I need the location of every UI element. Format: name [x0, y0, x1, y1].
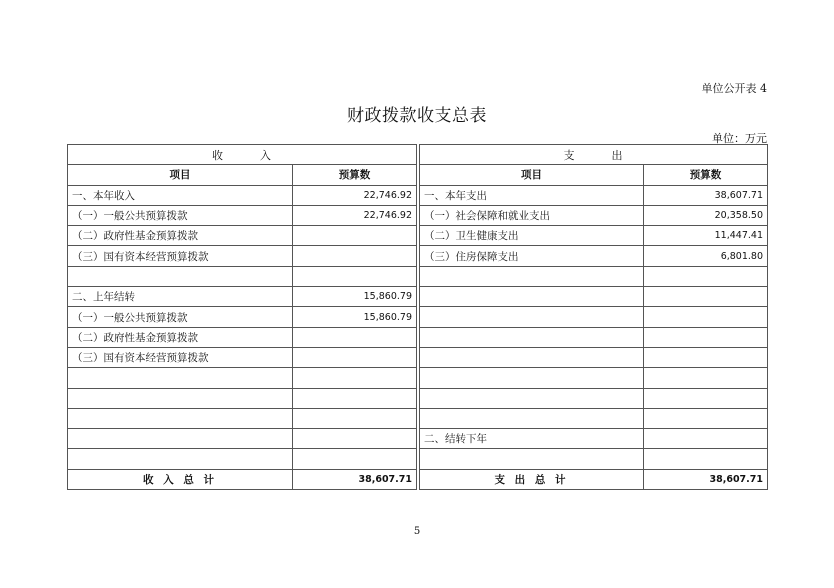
- table-row: [68, 347, 768, 367]
- table-row: [68, 307, 768, 327]
- expense-amount-cell: 6,801.80: [644, 246, 768, 266]
- unit-label: 单位：万元: [712, 132, 767, 145]
- expense-amount-cell: [644, 307, 768, 327]
- expense-amount-header: 预算数: [644, 165, 768, 185]
- income-item-cell: （二）政府性基金预算拨款: [68, 226, 293, 246]
- page-title: 财政拨款收支总表: [347, 106, 487, 126]
- expense-amount-cell: [644, 266, 768, 286]
- expense-item-cell: [420, 368, 644, 388]
- income-item-cell: （三）国有资本经营预算拨款: [68, 347, 293, 367]
- income-item-cell: （二）政府性基金预算拨款: [68, 327, 293, 347]
- income-amount-cell: 22,746.92: [293, 185, 417, 205]
- expense-item-cell: [420, 347, 644, 367]
- expense-item-cell: [420, 287, 644, 307]
- income-amount-cell: [293, 347, 417, 367]
- total-expense-label: 支 出 总 计: [420, 469, 644, 489]
- income-amount-cell: 15,860.79: [293, 307, 417, 327]
- income-amount-cell: [293, 388, 417, 408]
- income-item-cell: [68, 368, 293, 388]
- total-row: [68, 469, 768, 489]
- income-item-cell: 一、本年收入: [68, 185, 293, 205]
- expense-item-cell: [420, 307, 644, 327]
- income-section-header: 收 入: [68, 145, 417, 165]
- income-item-cell: [68, 408, 293, 428]
- expense-amount-cell: [644, 429, 768, 449]
- income-item-cell: [68, 449, 293, 469]
- income-item-cell: 二、上年结转: [68, 287, 293, 307]
- table-row: [68, 226, 768, 246]
- table-row: [68, 388, 768, 408]
- table-row: [68, 449, 768, 469]
- income-amount-cell: [293, 327, 417, 347]
- expense-amount-cell: [644, 449, 768, 469]
- expense-item-cell: （三）住房保障支出: [420, 246, 644, 266]
- income-item-cell: [68, 266, 293, 286]
- expense-amount-cell: 38,607.71: [644, 185, 768, 205]
- expense-item-header: 项目: [420, 165, 644, 185]
- expense-amount-cell: [644, 287, 768, 307]
- expense-amount-cell: [644, 408, 768, 428]
- income-amount-cell: [293, 449, 417, 469]
- table-row: [68, 185, 768, 205]
- column-header-row: [68, 165, 768, 185]
- income-amount-cell: [293, 226, 417, 246]
- expense-item-cell: 一、本年支出: [420, 185, 644, 205]
- table-row: [68, 327, 768, 347]
- table-row: [68, 429, 768, 449]
- section-header-row: [68, 145, 768, 165]
- table-row: [68, 246, 768, 266]
- income-item-cell: （一）一般公共预算拨款: [68, 205, 293, 225]
- expense-amount-cell: 11,447.41: [644, 226, 768, 246]
- total-income-amount: 38,607.71: [293, 469, 417, 489]
- table-row: [68, 287, 768, 307]
- income-item-cell: （一）一般公共预算拨款: [68, 307, 293, 327]
- expense-amount-cell: [644, 388, 768, 408]
- table-row: [68, 368, 768, 388]
- page-number: 5: [413, 526, 421, 537]
- expense-amount-cell: 20,358.50: [644, 205, 768, 225]
- table-row: [68, 205, 768, 225]
- table-row: [68, 408, 768, 428]
- income-amount-cell: [293, 408, 417, 428]
- fiscal-summary-table: [67, 144, 768, 490]
- table-row: [68, 266, 768, 286]
- income-amount-header: 预算数: [293, 165, 417, 185]
- expense-amount-cell: [644, 327, 768, 347]
- income-item-header: 项目: [68, 165, 293, 185]
- expense-item-cell: [420, 327, 644, 347]
- total-expense-amount: 38,607.71: [644, 469, 768, 489]
- income-amount-cell: [293, 266, 417, 286]
- expense-item-cell: （一）社会保障和就业支出: [420, 205, 644, 225]
- expense-item-cell: 二、结转下年: [420, 429, 644, 449]
- income-amount-cell: 15,860.79: [293, 287, 417, 307]
- expense-item-cell: （二）卫生健康支出: [420, 226, 644, 246]
- expense-amount-cell: [644, 368, 768, 388]
- expense-amount-cell: [644, 347, 768, 367]
- expense-item-cell: [420, 266, 644, 286]
- expense-item-cell: [420, 449, 644, 469]
- income-amount-cell: [293, 429, 417, 449]
- income-amount-cell: [293, 246, 417, 266]
- expense-item-cell: [420, 388, 644, 408]
- income-item-cell: [68, 429, 293, 449]
- expense-item-cell: [420, 408, 644, 428]
- expense-section-header: 支 出: [420, 145, 768, 165]
- income-item-cell: （三）国有资本经营预算拨款: [68, 246, 293, 266]
- income-amount-cell: [293, 368, 417, 388]
- income-amount-cell: 22,746.92: [293, 205, 417, 225]
- table-number-label: 单位公开表 4: [701, 82, 767, 95]
- total-income-label: 收 入 总 计: [68, 469, 293, 489]
- income-item-cell: [68, 388, 293, 408]
